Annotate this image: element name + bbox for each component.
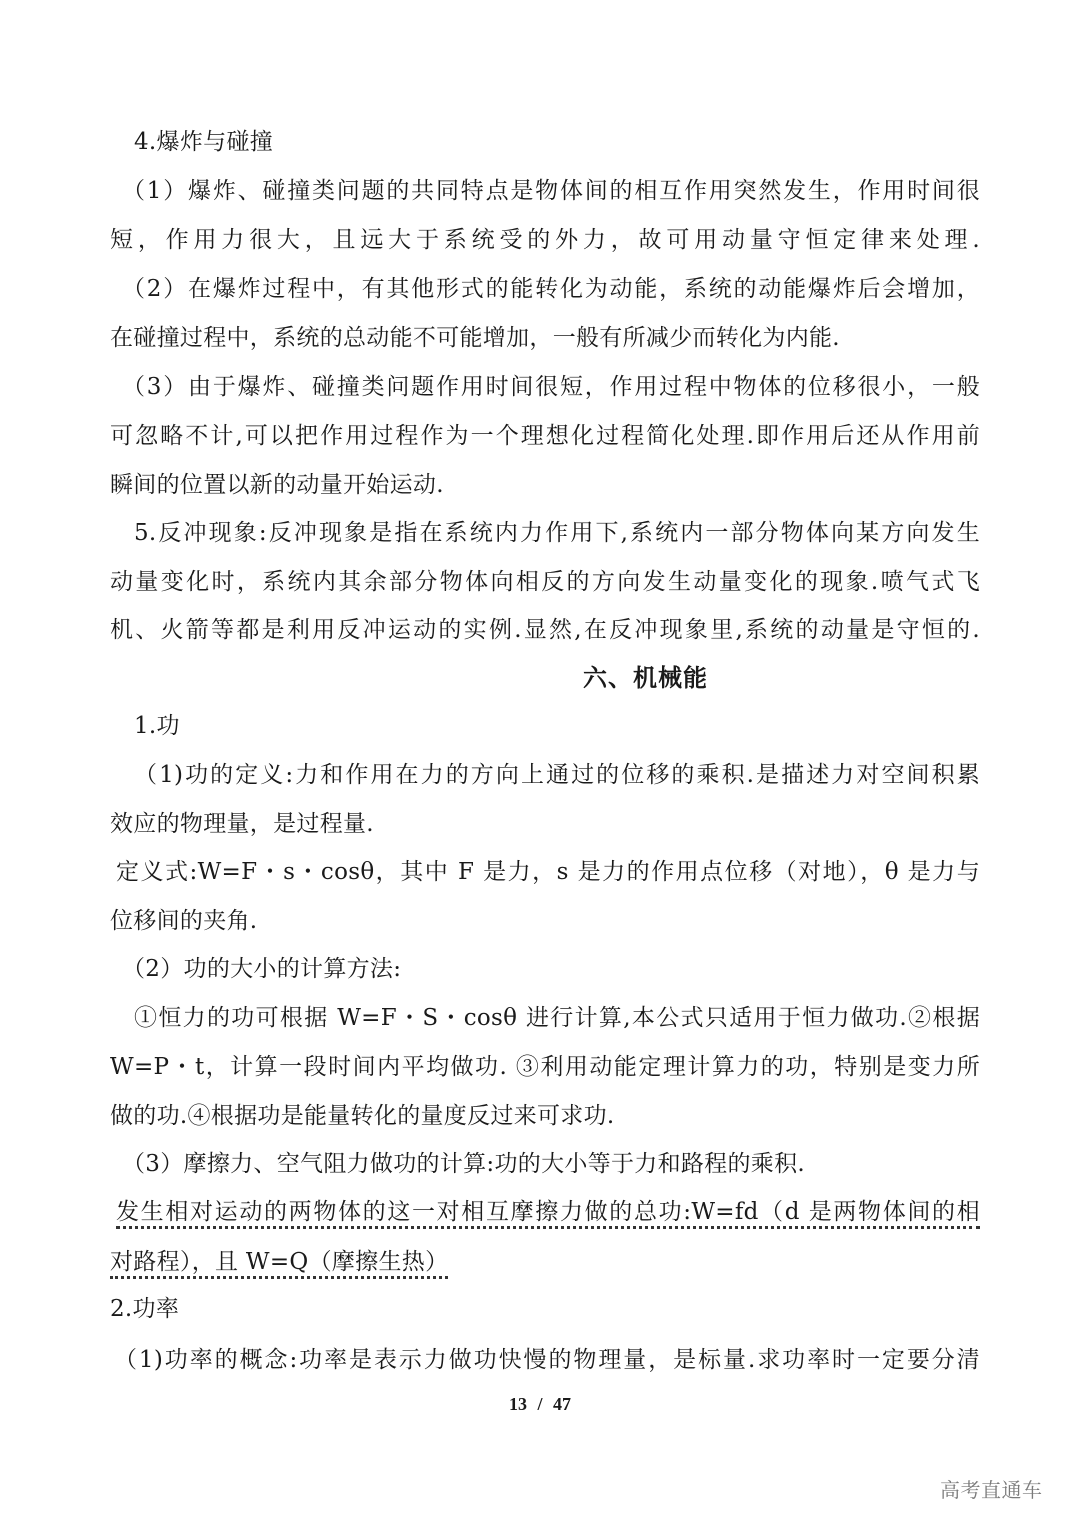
section-recoil-line: 5.反冲现象:反冲现象是指在系统内力作用下,系统内一部分物体向某方向发生 bbox=[134, 520, 980, 546]
chapter-heading-mechanical-energy: 六、机械能 bbox=[583, 663, 708, 692]
paragraph-line: 在碰撞过程中，系统的总动能不可能增加，一般有所减少而转化为内能. bbox=[110, 325, 840, 351]
paragraph-line: W=P・t，计算一段时间内平均做功. ③利用动能定理计算力的功，特别是变力所 bbox=[110, 1054, 980, 1080]
paragraph-line: ①恒力的功可根据 W=F・S・cosθ 进行计算,本公式只适用于恒力做功.②根据 bbox=[134, 1005, 980, 1031]
section-title-explosion-collision: 4.爆炸与碰撞 bbox=[134, 129, 274, 155]
page-number: 13 / 47 bbox=[508, 1394, 571, 1414]
section-title-power: 2.功率 bbox=[110, 1296, 180, 1322]
dotted-underline-text: 发生相对运动的两物体的这一对相互摩擦力做的总功:W=fd（d 是两物体间的相 bbox=[116, 1199, 980, 1229]
formula-definition-line: 定义式:W=F・s・cosθ，其中 F 是力，s 是力的作用点位移（对地），θ 是力与 bbox=[116, 859, 980, 885]
paragraph-line: （1)功的定义:力和作用在力的方向上通过的位移的乘积.是描述力对空间积累 bbox=[134, 762, 980, 788]
paragraph-line: （1）爆炸、碰撞类问题的共同特点是物体间的相互作用突然发生，作用时间很 bbox=[122, 178, 980, 204]
highlighted-note-line bbox=[116, 1197, 980, 1227]
paragraph-line: 机、火箭等都是利用反冲运动的实例.显然,在反冲现象里,系统的动量是守恒的. bbox=[110, 617, 980, 643]
dotted-underline-text: 对路程），且 W=Q（摩擦生热） bbox=[110, 1249, 448, 1279]
paragraph-line: 动量变化时，系统内其余部分物体向相反的方向发生动量变化的现象.喷气式飞 bbox=[110, 569, 980, 595]
paragraph-line: （3）摩擦力、空气阻力做功的计算:功的大小等于力和路程的乘积. bbox=[122, 1151, 805, 1177]
paragraph-line: （2）在爆炸过程中，有其他形式的能转化为动能，系统的动能爆炸后会增加， bbox=[122, 276, 980, 302]
section-title-work: 1.功 bbox=[134, 713, 180, 739]
subsection-calc-method: （2）功的大小的计算方法: bbox=[122, 956, 402, 982]
paragraph-line: 短，作用力很大，且远大于系统受的外力，故可用动量守恒定律来处理. bbox=[110, 227, 980, 253]
paragraph-line: 瞬间的位置以新的动量开始运动. bbox=[110, 472, 444, 498]
paragraph-line: （3）由于爆炸、碰撞类问题作用时间很短，作用过程中物体的位移很小，一般 bbox=[122, 374, 980, 400]
paragraph-line: （1)功率的概念:功率是表示力做功快慢的物理量，是标量.求功率时一定要分清 bbox=[114, 1347, 980, 1373]
paragraph-line: 做的功.④根据功是能量转化的量度反过来可求功. bbox=[110, 1103, 615, 1129]
paragraph-line: 可忽略不计,可以把作用过程作为一个理想化过程简化处理.即作用后还从作用前 bbox=[110, 423, 980, 449]
paragraph-line: 效应的物理量，是过程量. bbox=[110, 811, 374, 837]
highlighted-note-line bbox=[110, 1247, 980, 1277]
watermark-label: 高考直通车 bbox=[940, 1478, 1043, 1502]
paragraph-line: 位移间的夹角. bbox=[110, 908, 258, 934]
